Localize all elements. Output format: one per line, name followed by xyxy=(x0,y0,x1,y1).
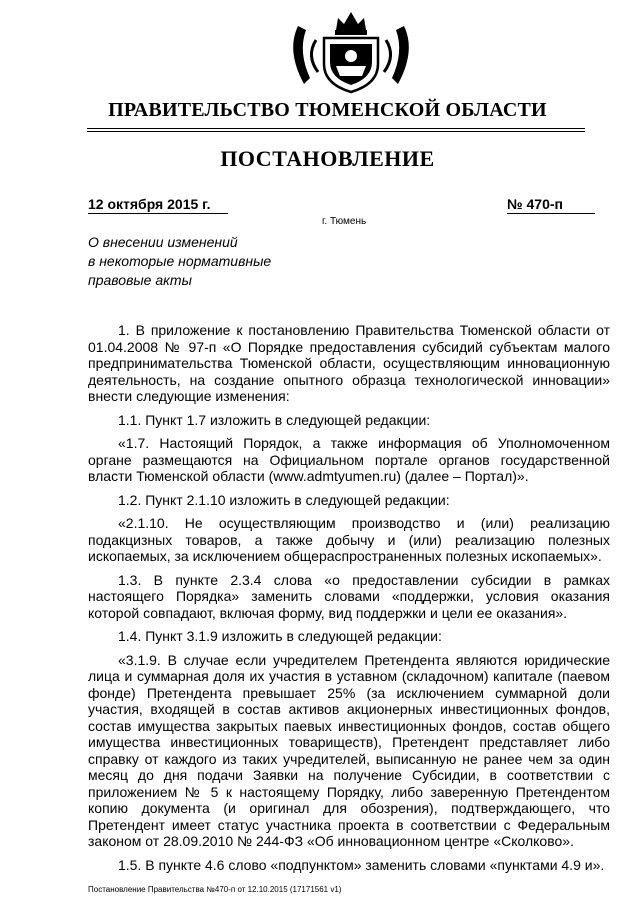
body-paragraph: «2.1.10. Не осуществляющим производство и (или) реализацию подакцизных товаров, а также добычу и (или) реализацию полезных ископаемых, за исключением общераспространенных полезных ископаемых». xyxy=(88,515,610,564)
body-paragraph: 1.2. Пункт 2.1.10 изложить в следующей редакции: xyxy=(118,491,450,508)
body-paragraph: 1.5. В пункте 4.6 слово «подпунктом» заменить словами «пунктами 4.9 и». xyxy=(118,856,605,873)
body-paragraph: 1.1. Пункт 1.7 изложить в следующей редакции: xyxy=(118,411,431,428)
document-city: г. Тюмень xyxy=(322,216,367,227)
body-paragraph: «3.1.9. В случае если учредителем Претендента являются юридические лица и суммарная доля их участия в уставном (складочном) капитале (паевом фонде) Претендента превышает 25% (за исключением суммарной доли участия, входящей в состав активов акционерных инвестиционных фондов, состав имущества закрытых паевых инвестиционных фондов, состав общего имущества инвестиционных товариществ), Претендент представляет либо справку от каждого из таких учредителей, выписанную не ранее чем за один месяц до дня подачи Заявки на получение Субсидии, в соответствии с приложением № 5 к настоящему Порядку, либо заверенную Претендентом копию документа (и оригинал для обозрения), подтверждающего, что Претендент имеет статус участника проекта в соответствии с Федеральным законом от 28.09.2010 № 244-ФЗ «Об инновационном центре «Сколково». xyxy=(88,651,610,849)
title-rule-bottom xyxy=(87,131,585,132)
body-paragraph: 1.3. В пункте 2.3.4 слова «о предоставлении субсидии в рамках настоящего Порядка» заменить словами «поддержки, условия оказания которой совпадают, включая форму, вид поддержки и цели ее оказания». xyxy=(88,571,610,621)
document-date: 12 октября 2015 г. xyxy=(88,196,228,214)
document-subject xyxy=(88,233,348,290)
coat-of-arms-icon xyxy=(276,6,426,98)
body-paragraph: «1.7. Настоящий Порядок, а также информация об Уполномоченном органе размещаются на Официальном портале органов государственной власти Тюменской области (www.admtyumen.ru) (далее – Портал)». xyxy=(88,435,610,484)
document-number: № 470-п xyxy=(507,196,595,214)
government-title: ПРАВИТЕЛЬСТВО ТЮМЕНСКОЙ ОБЛАСТИ xyxy=(108,99,547,121)
document-type-heading: ПОСТАНОВЛЕНИЕ xyxy=(220,146,435,171)
body-paragraph: 1.4. Пункт 3.1.9 изложить в следующей редакции: xyxy=(118,628,442,644)
subject-line: в некоторые нормативные xyxy=(88,253,272,269)
subject-line: правовые акты xyxy=(88,272,192,288)
body-paragraph: 1. В приложение к постановлению Правительства Тюменской области от 01.04.2008 № 97-п «О Порядке предоставления субсидий субъектам малого предпринимательства Тюменской области, осуществляющим инновационную деятельность, на создание опытного образца технологической инновации» внести следующие изменения: xyxy=(88,322,610,404)
footer-reference: Постановление Правительства №470-п от 12.10.2015 (17171561 v1) xyxy=(88,885,342,894)
document-body xyxy=(88,322,610,880)
subject-line: О внесении изменений xyxy=(88,234,238,250)
title-rule-top xyxy=(87,128,585,129)
